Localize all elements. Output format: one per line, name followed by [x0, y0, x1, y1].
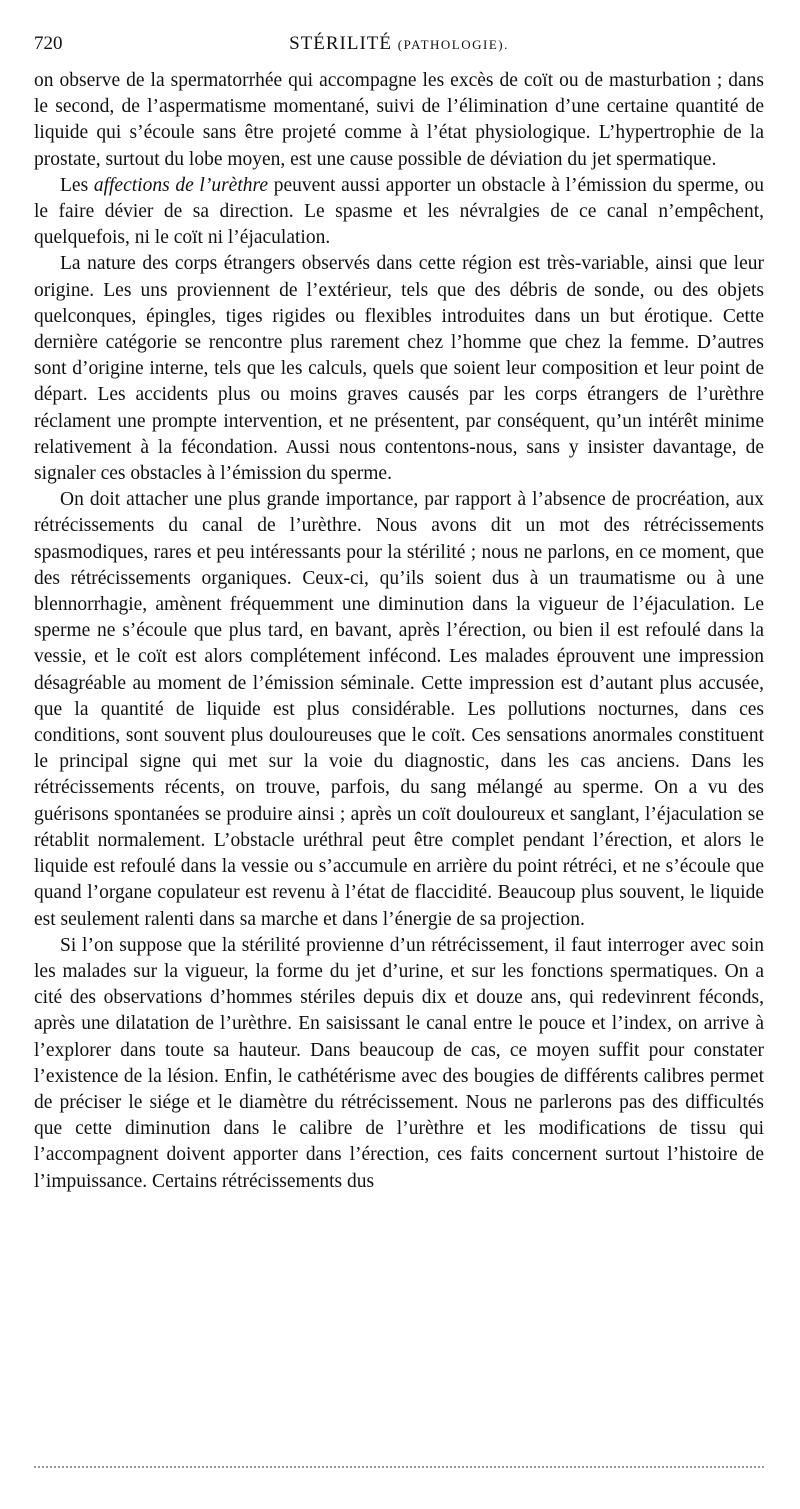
page-header — [34, 30, 764, 58]
footer-rule — [34, 1466, 764, 1468]
running-title — [34, 30, 764, 59]
paragraph-text: La nature des corps étrangers observés dans cette région est très-variable, ainsi que leur origine. Les uns proviennent de l’extérieur, tels que des débris de sonde, ou des objets quelconques, épingles, tiges rigides ou flexibles introduites dans un but érotique. Cette dernière catégorie se rencontre plus rarement chez l’homme que chez la femme. D’autres sont d’origine interne, tels que les calculs, quels que soient leur composition et leur point de départ. Les accidents plus ou moins graves causés par les corps étrangers de l’urèthre réclament une prompte intervention, et ne présentent, par conséquent, qu’un intérêt minime relativement à la fécondation. Aussi nous contentons-nous, sans y insister davantage, de signaler ces obstacles à l’émission du sperme. — [34, 253, 764, 485]
paragraph-text: On doit attacher une plus grande importance, par rapport à l’absence de procréation, aux rétrécissements du canal de l’urèthre. Nous avons dit un mot des rétrécissements spasmodiques, rares et peu intéressants pour la stérilité ; nous ne parlons, en ce moment, que des rétrécissements organiques. Ceux-ci, qu’ils soient dus à un traumatisme ou à une blennorrhagie, amènent fréquemment une diminution dans la vigueur de l’éjaculation. Le sperme ne s’écoule que plus tard, en bavant, après l’érection, ou bien il est refoulé dans la vessie, et le coït est alors complétement infécond. Les malades éprouvent une impression désagréable au moment de l’émission séminale. Cette impression est d’autant plus accusée, que la quantité de liquide est plus considérable. Les pollutions nocturnes, dans ces conditions, sont souvent plus douloureuses que le coït. Ces sensations anormales constituent le principal signe qui met sur la voie du diagnostic, dans les cas anciens. Dans les rétrécissements récents, on trouve, parfois, du sang mélangé au sperme. On a vu des guérisons spontanées se produire ainsi ; après un coït douloureux et sanglant, l’éjaculation se rétablit normalement. L’obstacle uréthral peut être complet pendant l’érection, et alors le liquide est refoulé dans la vessie ou s’accumule en arrière du point rétréci, et ne s’écoule que quand l’organe copulateur est revenu à l’état de flaccidité. Beaucoup plus souvent, le liquide est seulement ralenti dans sa marche et dans l’énergie de sa projection. — [34, 489, 764, 930]
paragraph-text: Si l’on suppose que la stérilité provienne d’un rétrécissement, il faut interroger avec soin les malades sur la vigueur, la forme du jet d’urine, et sur les fonctions spermatiques. On a cité des observations d’hommes stériles depuis dix et douze ans, qui redevinrent féconds, après une dilatation de l’urèthre. En saisissant le canal entre le pouce et l’index, on arrive à l’explorer dans toute sa hauteur. Dans beaucoup de cas, ce moyen suffit pour constater l’existence de la lésion. Enfin, le cathétérisme avec des bougies de différents calibres permet de préciser le siége et le diamètre du rétrécissement. Nous ne parlerons pas des difficultés que cette diminution dans le calibre de l’urèthre et les modifications de tissu qui l’accompagnent doivent apporter dans l’érection, ces faits concernent surtout l’histoire de l’impuissance. Certains rétrécissements dus — [34, 934, 764, 1192]
paragraph — [34, 173, 764, 252]
paragraph — [34, 68, 764, 173]
paragraph — [34, 487, 764, 932]
body-text — [34, 68, 764, 1195]
running-title-main: STÉRILITÉ — [289, 33, 393, 54]
paragraph-text: peuvent aussi apporter un obstacle à l’émission du sperme, ou le faire dévier de sa direction. Le spasme et les névralgies de ce canal n’empêchent, quelquefois, ni le coït ni l’éjaculation. — [34, 174, 765, 249]
page-number: 720 — [34, 33, 63, 54]
paragraph — [34, 251, 764, 487]
paragraph-text: Les — [60, 174, 94, 196]
running-title-sub: (PATHOLOGIE). — [397, 37, 509, 52]
paragraph-text: on observe de la spermatorrhée qui accompagne les excès de coït ou de masturbation ; dans le second, de l’aspermatisme momentané, suivi de l’élimination d’une certaine quantité de liquide qui s’écoule sans être projeté comme à l’état physiologique. L’hypertrophie de la prostate, surtout du lobe moyen, est une cause possible de déviation du jet spermatique. — [34, 70, 764, 170]
italic-term: affections de l’urèthre — [93, 174, 269, 196]
paragraph — [34, 933, 764, 1195]
